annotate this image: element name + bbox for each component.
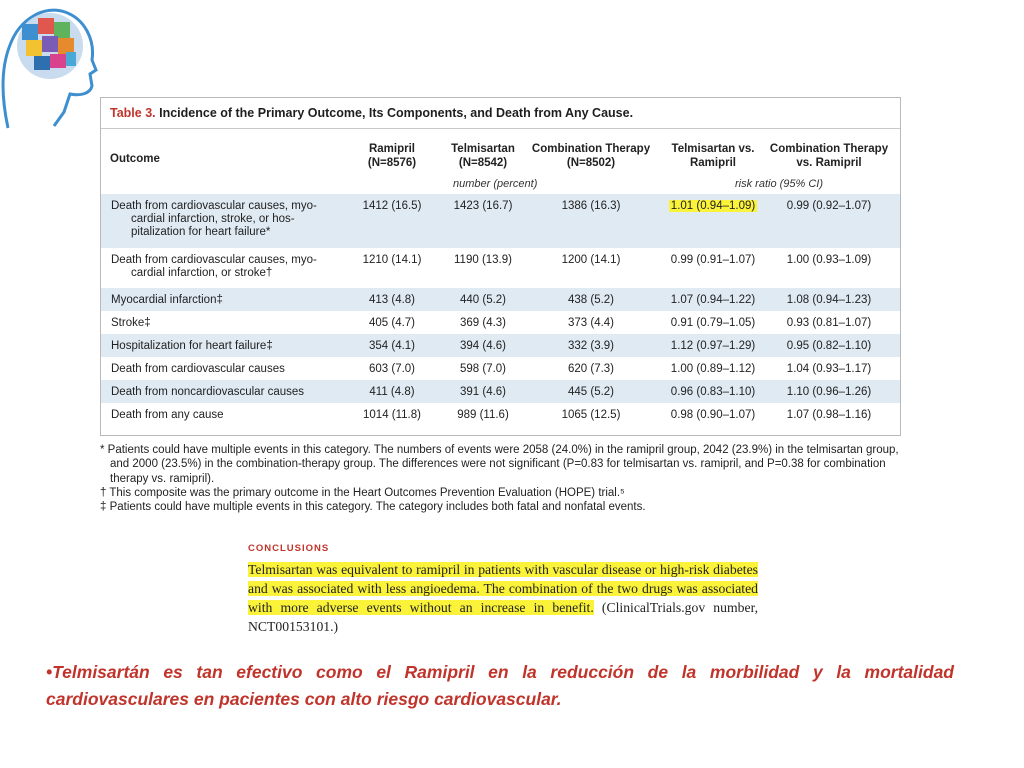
outcome-line: cardial infarction, or stroke†: [131, 267, 273, 279]
telmisartan-cell: 1190 (13.9): [454, 254, 512, 266]
tel-vs-ram-cell: 0.98 (0.90–1.07): [670, 409, 756, 421]
header-telmisartan-n: (N=8542): [458, 157, 508, 169]
telmisartan-cell: 1423 (16.7): [453, 200, 513, 212]
subheader-number-percent: number (percent): [453, 178, 538, 190]
outcome-cell: Myocardial infarction‡: [111, 294, 223, 306]
header-combination-n: (N=8502): [566, 157, 616, 169]
table-row: [101, 194, 900, 248]
tel-vs-ram-cell: 0.96 (0.83–1.10): [670, 386, 756, 398]
header-ramipril-n: (N=8576): [367, 157, 417, 169]
tel-vs-ram-cell: 1.12 (0.97–1.29): [670, 340, 756, 352]
results-table: [100, 97, 901, 436]
footnote-dagger: † This composite was the primary outcome in the Heart Outcomes Prevention Evaluation (HOPE) trial.⁵: [100, 486, 625, 499]
table-row: [101, 248, 900, 288]
table-row: [101, 288, 900, 311]
table-number: Table 3.: [110, 106, 156, 120]
combination-cell: 1200 (14.1): [561, 254, 621, 266]
header-telmisartan-label: Telmisartan: [451, 143, 515, 155]
telmisartan-cell: 598 (7.0): [459, 363, 507, 375]
combination-cell: 332 (3.9): [567, 340, 615, 352]
header-comb-vs-ram: [767, 142, 891, 172]
header-comb-vs-ram-1: Combination Therapy: [769, 143, 889, 155]
outcome-line: Death from cardiovascular causes, myo-: [111, 200, 317, 212]
conclusions-trial-number: (ClinicalTrials.gov number, NCT00153101.): [248, 600, 758, 634]
footnote-star: * Patients could have multiple events in this category. The numbers of events were 2058 (24.0%) in the ramipril group, 2042 (23.9%) in the telmisartan group, and 2000 (23.5%) in the combination-therapy group. The differences were not significant (P=0.83 for telmisartan vs. ramipril, and P=0.38 for combination therapy vs. ramipril).: [100, 444, 899, 485]
highlighted-risk-ratio: 1.01 (0.94–1.09): [670, 200, 756, 212]
ramipril-cell: 1412 (16.5): [362, 200, 422, 212]
header-telmisartan: [435, 142, 531, 172]
combination-cell: 1065 (12.5): [561, 409, 621, 421]
outcome-line: cardial infarction, stroke, or hos-: [131, 213, 295, 225]
conclusions-title: CONCLUSIONS: [248, 543, 330, 554]
comb-vs-ram-cell: 1.04 (0.93–1.17): [786, 363, 872, 375]
comb-vs-ram-cell: 0.93 (0.81–1.07): [786, 317, 872, 329]
conclusions-highlighted-text: Telmisartan was equivalent to ramipril in patients with vascular disease or high-risk diabetes and was associated with less angioedema. The combination of the two drugs was associated with more adverse events without an increase in benefit.: [248, 562, 758, 615]
combination-cell: 620 (7.3): [567, 363, 615, 375]
header-comb-vs-ram-2: vs. Ramipril: [796, 157, 862, 169]
outcome-cell: [111, 200, 343, 239]
combination-cell: 373 (4.4): [567, 317, 615, 329]
tel-vs-ram-cell: 1.07 (0.94–1.22): [670, 294, 756, 306]
telmisartan-cell: 440 (5.2): [459, 294, 507, 306]
outcome-line: Death from cardiovascular causes, myo-: [111, 254, 317, 266]
outcome-cell: Death from noncardiovascular causes: [111, 386, 305, 398]
combination-cell: 438 (5.2): [567, 294, 615, 306]
conclusions-text: [248, 560, 758, 636]
head-puzzle-icon: [0, 0, 100, 135]
table-row: [101, 357, 900, 380]
table-footnotes: [100, 443, 900, 514]
ramipril-cell: 413 (4.8): [368, 294, 416, 306]
header-tel-vs-ram-1: Telmisartan vs.: [671, 143, 755, 155]
tel-vs-ram-cell: 1.00 (0.89–1.12): [670, 363, 756, 375]
combination-cell: 1386 (16.3): [561, 200, 621, 212]
comb-vs-ram-cell: 1.00 (0.93–1.09): [786, 254, 872, 266]
conclusions-block: [248, 543, 758, 636]
telmisartan-cell: 989 (11.6): [457, 409, 509, 421]
table-row: [101, 311, 900, 334]
comb-vs-ram-cell: 0.95 (0.82–1.10): [786, 340, 872, 352]
table-title: [101, 98, 900, 129]
outcome-cell: Hospitalization for heart failure‡: [111, 340, 273, 352]
header-combination: [529, 142, 653, 172]
header-ramipril: [349, 142, 435, 172]
table-title-text: Incidence of the Primary Outcome, Its Components, and Death from Any Cause.: [159, 106, 634, 120]
header-tel-vs-ram: [657, 142, 769, 172]
ramipril-cell: 603 (7.0): [368, 363, 416, 375]
ramipril-cell: 405 (4.7): [368, 317, 416, 329]
ramipril-cell: 1014 (11.8): [363, 409, 421, 421]
outcome-line: pitalization for heart failure*: [131, 226, 271, 238]
comb-vs-ram-cell: 1.10 (0.96–1.26): [786, 386, 872, 398]
subheader-risk-ratio: risk ratio (95% CI): [735, 178, 824, 190]
header-outcome: Outcome: [110, 153, 160, 165]
table-body: [101, 194, 900, 426]
ramipril-cell: 411 (4.8): [369, 386, 415, 398]
table-row: [101, 380, 900, 403]
table-row: [101, 334, 900, 357]
tel-vs-ram-cell: 0.91 (0.79–1.05): [670, 317, 756, 329]
tel-vs-ram-cell: 0.99 (0.91–1.07): [670, 254, 756, 266]
telmisartan-cell: 394 (4.6): [459, 340, 507, 352]
outcome-cell: Death from cardiovascular causes: [111, 363, 285, 375]
tel-vs-ram-cell: [657, 200, 769, 213]
header-tel-vs-ram-2: Ramipril: [689, 157, 736, 169]
telmisartan-cell: 391 (4.6): [459, 386, 507, 398]
outcome-cell: [111, 254, 343, 280]
summary-bullet: •Telmisartán es tan efectivo como el Ramipril en la reducción de la morbilidad y la mortalidad cardiovasculares en pacientes con alto riesgo cardiovascular.: [46, 662, 954, 709]
comb-vs-ram-cell: 0.99 (0.92–1.07): [786, 200, 872, 212]
combination-cell: 445 (5.2): [567, 386, 615, 398]
header-combination-label: Combination Therapy: [531, 143, 651, 155]
outcome-cell: Death from any cause: [111, 409, 224, 421]
ramipril-cell: 1210 (14.1): [362, 254, 422, 266]
comb-vs-ram-cell: 1.08 (0.94–1.23): [786, 294, 872, 306]
comb-vs-ram-cell: 1.07 (0.98–1.16): [786, 409, 872, 421]
ramipril-cell: 354 (4.1): [368, 340, 416, 352]
header-ramipril-label: Ramipril: [368, 143, 415, 155]
telmisartan-cell: 369 (4.3): [459, 317, 507, 329]
table-row: [101, 403, 900, 426]
footnote-double-dagger: ‡ Patients could have multiple events in this category. The category includes both fatal and nonfatal events.: [100, 501, 646, 514]
outcome-cell: Stroke‡: [111, 317, 151, 329]
